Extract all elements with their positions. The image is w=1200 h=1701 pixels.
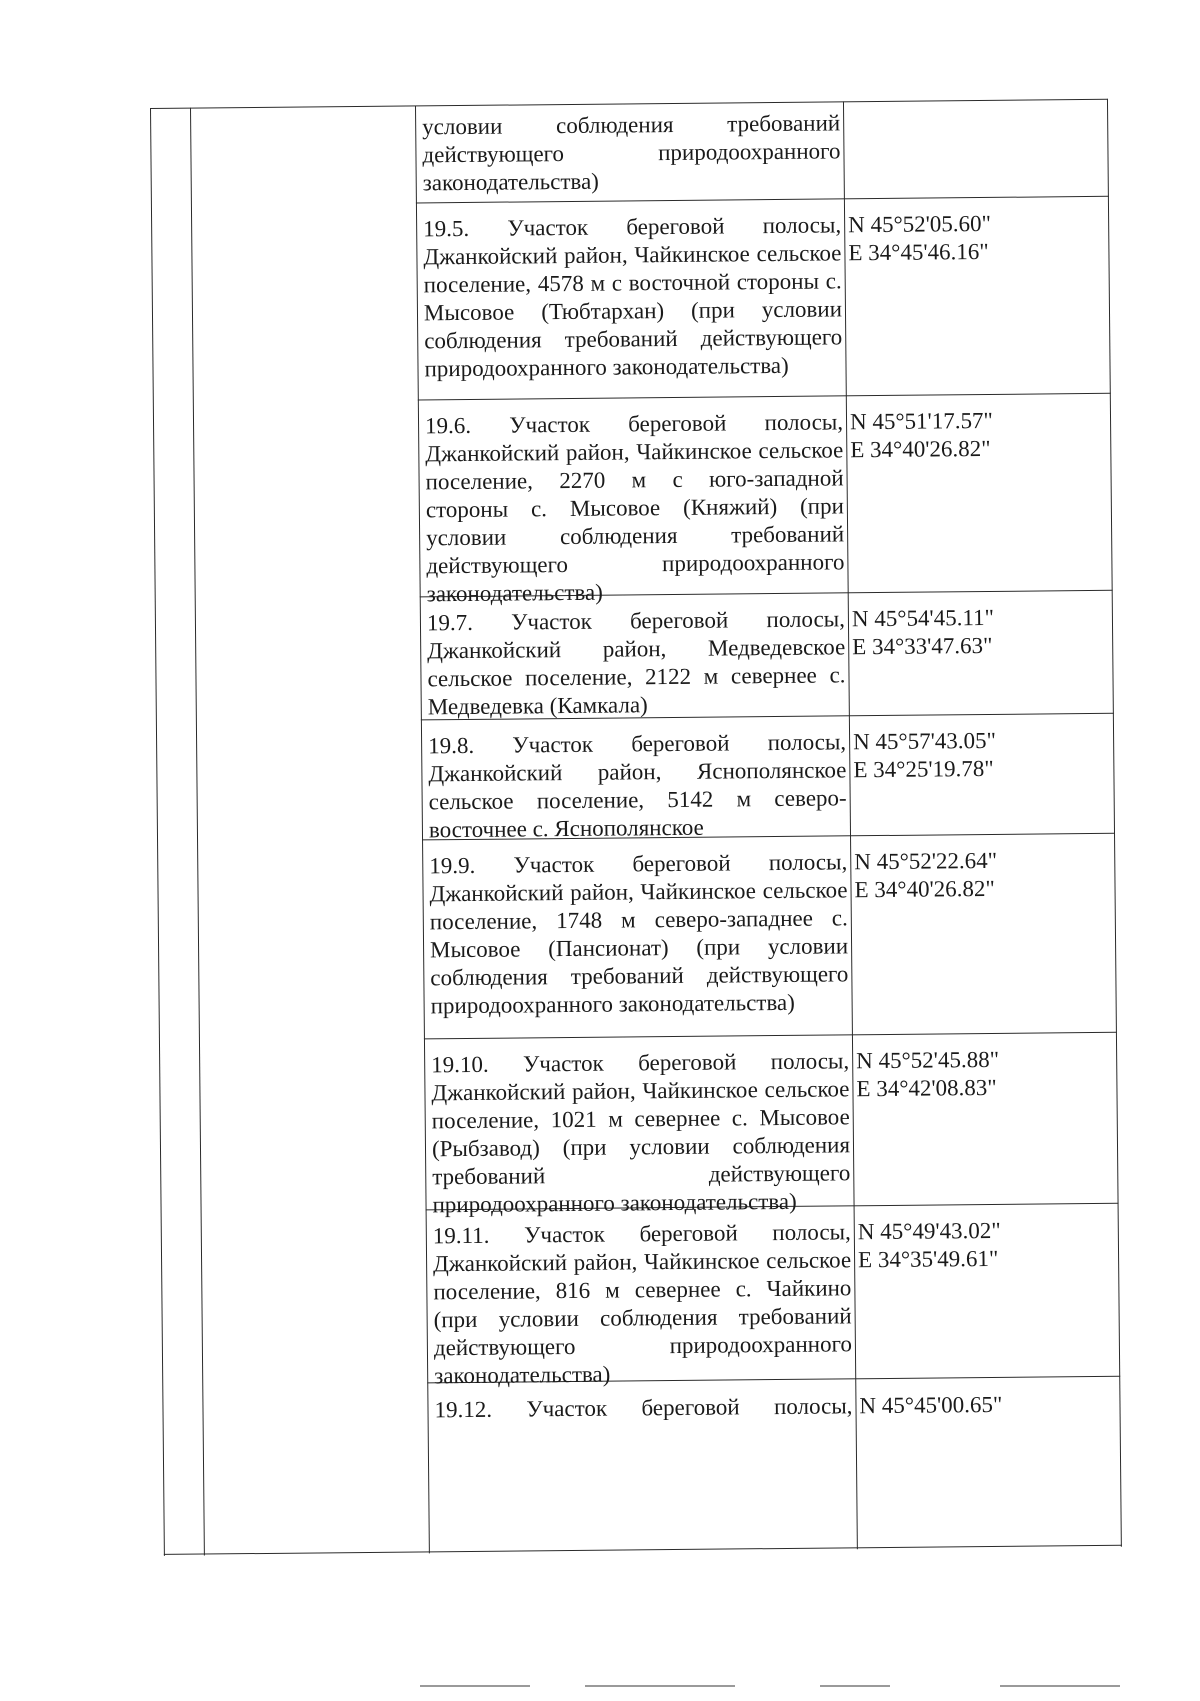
table-row-description: условии соблюдения требований действующего природоохранного законодательства)	[422, 110, 841, 196]
table-row-coordinates	[853, 726, 1064, 784]
table-row-description: 19.10. Участок береговой полосы, Джанкойский район, Чайкинское сельское поселение, 1021 м севернее с. Мысовое (Рыбзавод) (при условии соблюдения требований действующего природоохранного законодательства)	[431, 1048, 851, 1218]
longitude-value: E 34°40'26.82"	[850, 435, 991, 463]
table-row-description: 19.9. Участок береговой полосы, Джанкойский район, Чайкинское сельское поселение, 1748 м северо-западнее с. Мысовое (Пансионат) (при условии соблюдения требований действующего природоохранного законодательства)	[429, 849, 849, 1019]
row-separator	[418, 393, 1111, 401]
longitude-value: E 34°40'26.82"	[854, 875, 995, 903]
latitude-value: N 45°54'45.11"	[851, 604, 995, 632]
coordinates-table	[150, 99, 1122, 1556]
latitude-value: N 45°52'05.60"	[848, 210, 992, 238]
table-row-description: 19.6. Участок береговой полосы, Джанкойский район, Чайкинское сельское поселение, 2270 м с юго-западной стороны с. Мысовое (Княжий) (при условии соблюдения требований действующего природоохранного законодательства)	[424, 409, 845, 607]
row-separator	[424, 1032, 1117, 1040]
latitude-value: N 45°45'00.65"	[859, 1391, 1003, 1419]
table-row-description: 19.5. Участок береговой полосы, Джанкойский район, Чайкинское сельское поселение, 4578 м с восточной стороны с. Мысовое (Тюбтархан) (при условии соблюдения требований действующего природоохранного законодательства)	[423, 212, 843, 382]
row-separator	[416, 196, 1109, 204]
latitude-value: N 45°52'45.88"	[856, 1046, 1000, 1074]
table-border-top	[150, 99, 1108, 109]
scan-edge-mark	[420, 1685, 530, 1687]
scan-edge-mark	[820, 1685, 890, 1687]
table-row-coordinates	[852, 603, 1063, 661]
longitude-value: E 34°25'19.78"	[853, 755, 994, 783]
column-rule-1	[190, 108, 205, 1556]
latitude-value: N 45°51'17.57"	[849, 407, 994, 435]
table-row-description: 19.7. Участок береговой полосы, Джанкойский район, Медведевское сельское поселение, 2122 м севернее с. Медведевка (Камкала)	[426, 606, 846, 720]
table-row-coordinates	[856, 1045, 1067, 1103]
table-border-right	[1107, 99, 1122, 1547]
longitude-value: E 34°35'49.61"	[857, 1245, 999, 1273]
longitude-value: E 34°33'47.63"	[852, 632, 993, 660]
table-border-left	[150, 108, 165, 1556]
latitude-value: N 45°57'43.05"	[852, 727, 997, 755]
longitude-value: E 34°45'46.16"	[848, 238, 989, 266]
table-row-coordinates	[854, 846, 1065, 904]
scan-edge-mark	[1000, 1685, 1120, 1687]
table-row-coordinates	[859, 1390, 1069, 1420]
latitude-value: N 45°52'22.64"	[854, 847, 998, 875]
table-row-description: 19.8. Участок береговой полосы, Джанкойский район, Яснополянское сельское поселение, 5142 м северо-восточнее с. Яснополянское	[428, 729, 847, 843]
table-border-bottom	[164, 1545, 1122, 1555]
longitude-value: E 34°42'08.83"	[856, 1074, 997, 1102]
table-row-coordinates	[858, 1216, 1069, 1274]
table-row-description: 19.11. Участок береговой полосы, Джанкойский район, Чайкинское сельское поселение, 816 м севернее с. Чайкино (при условии соблюдения требований действующего природоохранного законодательства)	[432, 1219, 853, 1389]
scan-edge-mark	[585, 1685, 735, 1687]
table-row-coordinates	[848, 209, 1059, 267]
latitude-value: N 45°49'43.02"	[857, 1217, 1001, 1245]
table-row-description: 19.12. Участок береговой полосы,	[434, 1393, 853, 1423]
table-row-coordinates	[850, 406, 1061, 464]
